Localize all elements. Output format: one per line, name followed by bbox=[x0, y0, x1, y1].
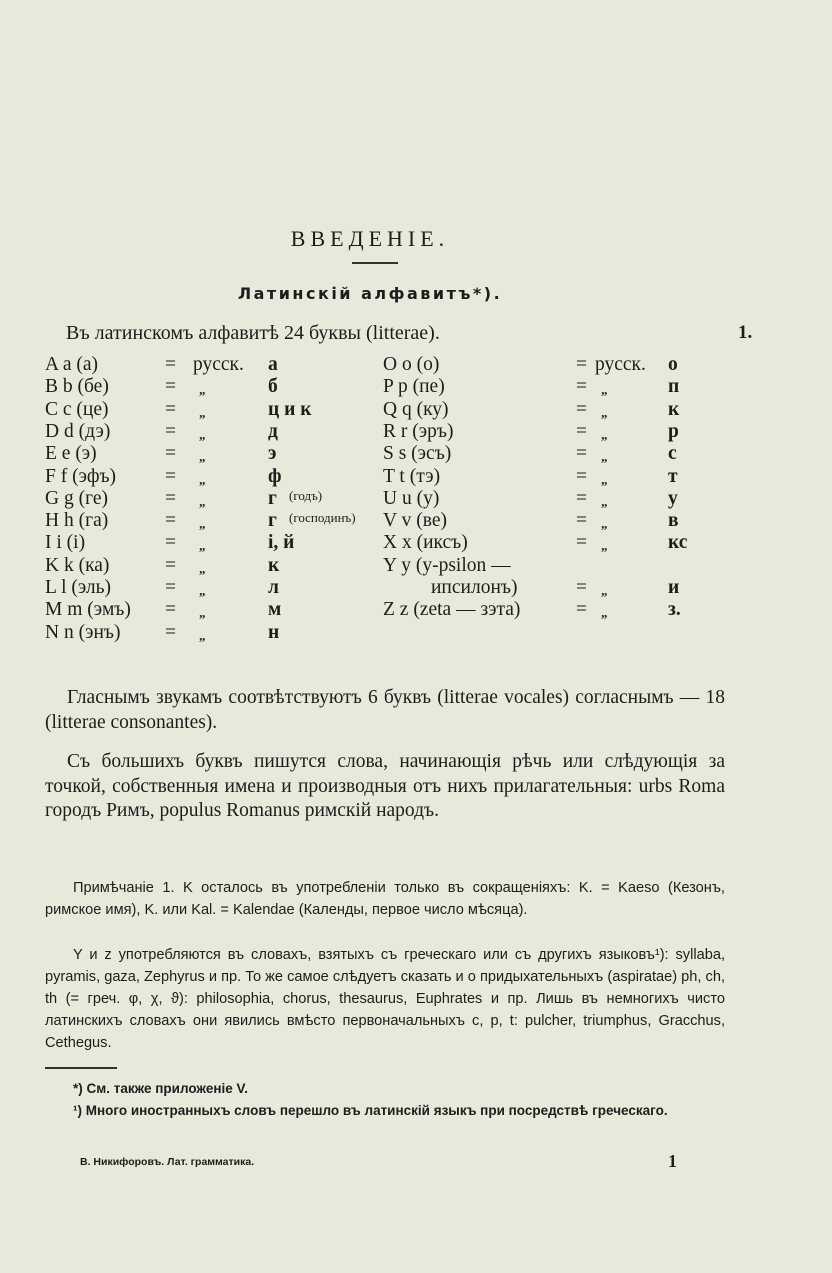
letter-name: U u (у) bbox=[383, 487, 440, 509]
russian-equivalent-label: „ bbox=[601, 493, 608, 509]
letter-name: D d (дэ) bbox=[45, 420, 111, 442]
equals-sign: = bbox=[576, 398, 587, 420]
russian-equivalent-label: „ bbox=[199, 382, 206, 398]
letter-name: G g (ге) bbox=[45, 487, 108, 509]
paragraph-text: Гласнымъ звукамъ соотвѣтствуютъ 6 буквъ (litterae vocales) согласнымъ — 18 (litterae consonantes). bbox=[45, 687, 725, 733]
equals-sign: = bbox=[165, 354, 176, 375]
letter-name: P p (пе) bbox=[383, 376, 445, 398]
russian-equivalent-label: „ bbox=[601, 471, 608, 487]
russian-equivalent-label: „ bbox=[601, 516, 608, 532]
letter-name: ипсилонъ) bbox=[431, 577, 518, 598]
equals-sign: = bbox=[576, 465, 587, 487]
letter-name: N n (энъ) bbox=[45, 621, 121, 643]
russian-letter: з. bbox=[668, 599, 681, 621]
russian-equivalent-label: „ bbox=[199, 627, 206, 643]
footnote-star bbox=[45, 1078, 735, 1100]
equals-sign: = bbox=[165, 398, 176, 420]
letter-name: X x (иксъ) bbox=[383, 532, 468, 554]
note-text: Примѣчаніе 1. K осталось въ употребленіи только въ сокращеніяхъ: K. = Kaeso (Кезонъ, римское имя), K. или Kal. = Kalendae (Календы, первое число мѣсяца). bbox=[45, 880, 725, 918]
russian-equivalent-label: „ bbox=[199, 560, 206, 576]
russian-letter: к bbox=[668, 398, 680, 420]
equals-sign: = bbox=[576, 487, 587, 509]
signature-mark: 1 bbox=[668, 1151, 677, 1171]
russian-equivalent-label: „ bbox=[199, 404, 206, 420]
letter-name: T t (тэ) bbox=[383, 465, 441, 487]
russian-equivalent-label: „ bbox=[199, 471, 206, 487]
note-1 bbox=[45, 877, 725, 921]
section-heading: Латинскій алфавитъ*). bbox=[237, 284, 503, 303]
russian-letter: і, й bbox=[268, 532, 295, 554]
signature-line: В. Никифоровъ. Лат. грамматика. bbox=[80, 1156, 255, 1168]
paragraph-capitals bbox=[45, 750, 725, 824]
russian-letter: э bbox=[268, 443, 277, 465]
russian-equivalent-label: „ bbox=[199, 583, 206, 598]
equals-sign: = bbox=[165, 510, 176, 532]
letter-name: Q q (ку) bbox=[383, 398, 449, 420]
russian-equivalent-label: „ bbox=[601, 426, 608, 442]
russian-equivalent-label: „ bbox=[199, 538, 206, 554]
letter-name: I i (i) bbox=[45, 532, 86, 554]
letter-name: Z z (zeta — зэта) bbox=[383, 599, 521, 621]
example-word: (господинъ) bbox=[289, 510, 356, 526]
note-text: Y и z употребляются въ словахъ, взятыхъ съ греческаго или съ другихъ языковъ¹): syllaba, pyramis, gaza, Zephyrus и пр. То же самое слѣдуетъ сказать и о придыхательныхъ (aspiratae) ph, ch, th (= греч. φ, χ, ϑ): philosophia, chorus, thesaurus, Euphrates и пр. Лишь въ немногихъ чисто латинскихъ словахъ они явились вмѣсто первоначальныхъ c, p, t: pulcher, triumphus, Gracchus, Cethegus. bbox=[45, 947, 725, 1051]
russian-equivalent-label: „ bbox=[199, 426, 206, 442]
equals-sign: = bbox=[576, 354, 587, 375]
equals-sign: = bbox=[165, 577, 176, 598]
russian-equivalent-label: русск. bbox=[193, 354, 244, 375]
paragraph-vowels bbox=[45, 686, 725, 735]
equals-sign: = bbox=[165, 532, 176, 554]
equals-sign: = bbox=[165, 376, 176, 398]
page-title: ВВЕДЕНІЕ. bbox=[290, 226, 450, 251]
russian-letter: л bbox=[268, 577, 279, 598]
equals-sign: = bbox=[576, 532, 587, 554]
russian-letter: у bbox=[668, 487, 678, 509]
russian-letter: б bbox=[268, 376, 278, 398]
russian-equivalent-label: „ bbox=[601, 538, 608, 554]
equals-sign: = bbox=[576, 577, 587, 598]
section-number: 1. bbox=[738, 322, 753, 343]
footnote-divider bbox=[45, 1067, 117, 1069]
equals-sign: = bbox=[576, 443, 587, 465]
equals-sign: = bbox=[576, 510, 587, 532]
letter-name: H h (га) bbox=[45, 510, 109, 532]
russian-letter: т bbox=[668, 465, 678, 487]
russian-letter: м bbox=[268, 599, 282, 621]
example-word: (годъ) bbox=[289, 487, 323, 503]
equals-sign: = bbox=[576, 599, 587, 621]
russian-letter: и bbox=[668, 577, 680, 598]
russian-letter: а bbox=[268, 354, 278, 375]
equals-sign: = bbox=[165, 465, 176, 487]
intro-line: Въ латинскомъ алфавитѣ 24 буквы (litterae). bbox=[66, 322, 440, 344]
russian-letter: г bbox=[268, 487, 277, 509]
equals-sign: = bbox=[165, 621, 176, 643]
russian-equivalent-label: „ bbox=[199, 605, 206, 621]
equals-sign: = bbox=[165, 599, 176, 621]
russian-equivalent-label: „ bbox=[601, 449, 608, 465]
letter-name: V v (ве) bbox=[383, 510, 447, 532]
footnote-1 bbox=[45, 1100, 735, 1122]
equals-sign: = bbox=[165, 487, 176, 509]
footnote-text: ¹) Много иностранныхъ словъ перешло въ латинскій языкъ при посредствѣ греческаго. bbox=[73, 1103, 668, 1118]
russian-letter: г bbox=[268, 510, 277, 532]
russian-letter: п bbox=[668, 376, 680, 398]
letter-name: C c (це) bbox=[45, 398, 109, 420]
russian-equivalent-label: „ bbox=[199, 493, 206, 509]
note-2 bbox=[45, 944, 725, 1054]
russian-letter: с bbox=[668, 443, 677, 465]
letter-name: F f (эфъ) bbox=[45, 465, 117, 487]
russian-equivalent-label: русск. bbox=[595, 354, 646, 375]
equals-sign: = bbox=[165, 443, 176, 465]
russian-letter: о bbox=[668, 354, 678, 375]
letter-name: B b (бе) bbox=[45, 376, 109, 398]
russian-equivalent-label: „ bbox=[199, 449, 206, 465]
letter-name: M m (эмъ) bbox=[45, 599, 131, 621]
letter-name: S s (эсъ) bbox=[383, 443, 452, 465]
equals-sign: = bbox=[165, 420, 176, 442]
equals-sign: = bbox=[165, 554, 176, 576]
russian-letter: д bbox=[268, 420, 278, 442]
russian-letter: к bbox=[268, 554, 280, 576]
russian-letter: р bbox=[668, 420, 679, 442]
equals-sign: = bbox=[576, 376, 587, 398]
russian-letter: кс bbox=[668, 532, 688, 554]
paragraph-text: Съ большихъ буквъ пишутся слова, начинающія рѣчь или слѣдующія за точкой, собственныя имена и производныя отъ нихъ прилагательныя: urbs Roma городъ Римъ, populus Romanus римскій народъ. bbox=[45, 751, 725, 821]
russian-equivalent-label: „ bbox=[601, 605, 608, 621]
russian-equivalent-label: „ bbox=[601, 583, 608, 598]
russian-equivalent-label: „ bbox=[199, 516, 206, 532]
letter-name: Y y (y-psilon — bbox=[383, 554, 511, 576]
russian-letter: в bbox=[668, 510, 679, 532]
letter-name: O o (о) bbox=[383, 354, 440, 375]
letter-name: A a (а) bbox=[45, 354, 99, 375]
letter-name: R r (эръ) bbox=[383, 420, 454, 442]
russian-equivalent-label: „ bbox=[601, 382, 608, 398]
title-divider bbox=[352, 262, 398, 264]
letter-name: E e (э) bbox=[45, 443, 97, 465]
letter-name: K k (ка) bbox=[45, 554, 110, 576]
russian-letter: ц и к bbox=[268, 398, 312, 420]
russian-equivalent-label: „ bbox=[601, 404, 608, 420]
letter-name: L l (эль) bbox=[45, 577, 111, 598]
equals-sign: = bbox=[576, 420, 587, 442]
russian-letter: ф bbox=[268, 465, 282, 487]
footnote-text: *) См. также приложеніе V. bbox=[73, 1081, 249, 1096]
russian-letter: н bbox=[268, 621, 280, 643]
